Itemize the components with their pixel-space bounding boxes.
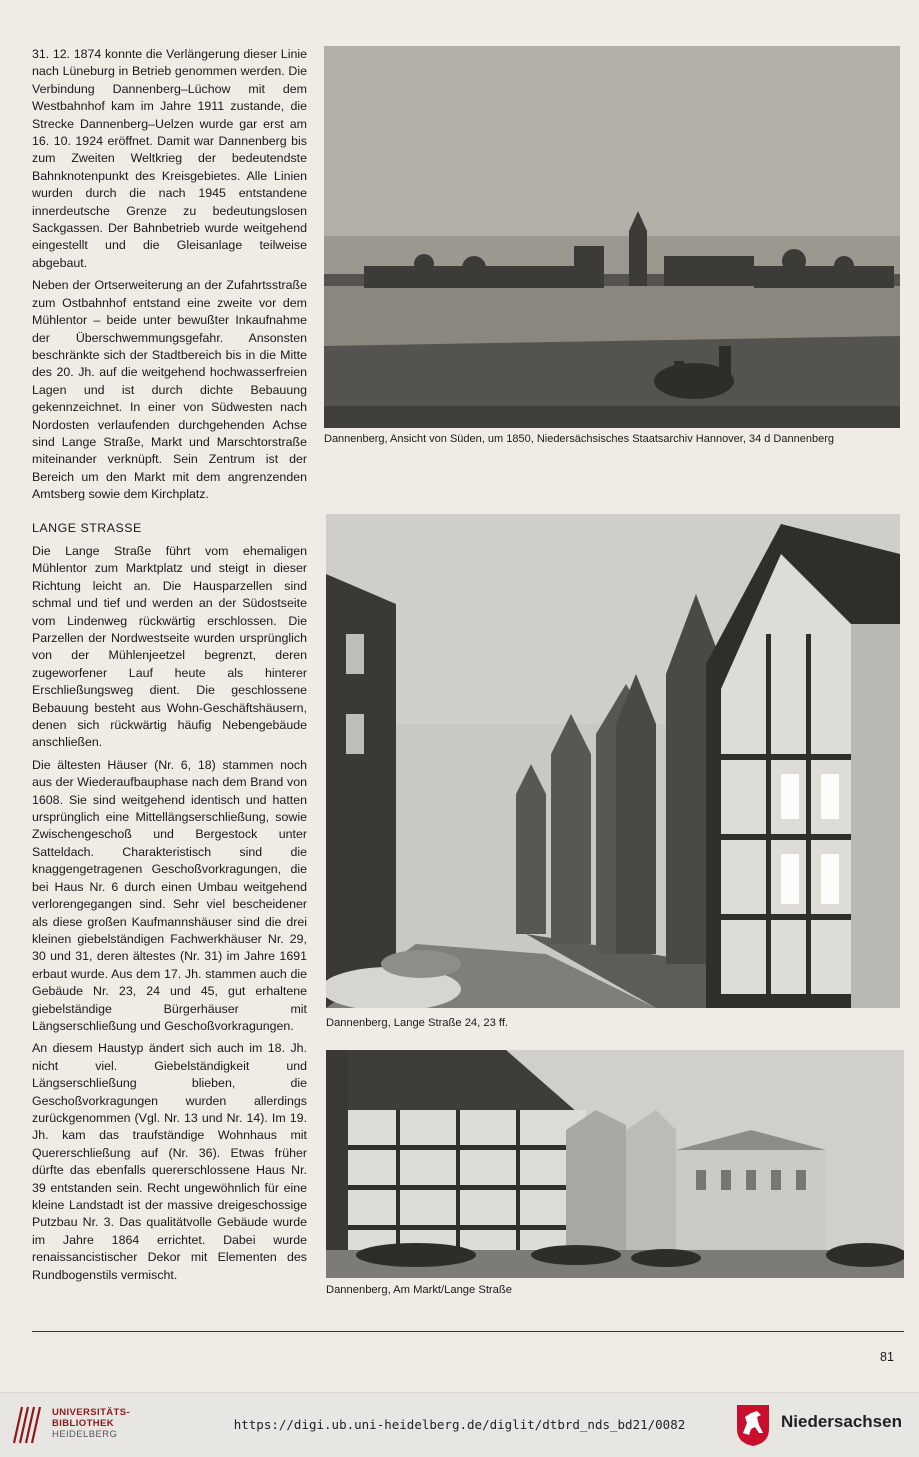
library-name-line: BIBLIOTHEK [52, 1418, 115, 1429]
partner-name[interactable]: Niedersachsen [781, 1412, 902, 1431]
library-name-line: UNIVERSITÄTS- [52, 1407, 131, 1418]
figure-caption: Dannenberg, Am Markt/Lange Straße [326, 1284, 512, 1296]
footer-rule [32, 1331, 904, 1332]
page-number: 81 [880, 1350, 894, 1364]
paragraph: 31. 12. 1874 konnte die Verlängerung dieser Linie nach Lüneburg in Betrieb genommen werden. Die Verbindung Dannenberg–Lüchow mit dem Westbahnhof kam im Jahre 1911 zustande, die Strecke Dannenberg–Uelzen wurde gar erst am 16. 10. 1924 eröffnet. Damit war Dannenberg bis zum Zweiten Weltkrieg der bedeutendste Bahnknotenpunkt des Kreisgebietes. Alle Linien wurden durch die nach 1945 entstandene innerdeutsche Grenze zu bedeutungslosen Sackgassen. Der Bahnbetrieb wurde weitgehend eingestellt und die Gleisanlage teilweise abgebaut. [32, 47, 307, 270]
niedersachsen-horse-icon[interactable] [735, 1403, 771, 1447]
figure-caption: Dannenberg, Ansicht von Süden, um 1850, Niedersächsisches Staatsarchiv Hannover, 34 d Dannenberg [324, 433, 834, 445]
left-text-column [32, 46, 307, 1289]
paragraph: Die Lange Straße führt vom ehemaligen Mühlentor zum Marktplatz und steigt in dieser Richtung leicht an. Die Hausparzellen sind schmal und tief und werden an der Südostseite vom Lindenweg rückwärtig erschlossen. Die Parzellen der Nordwestseite wurden ursprünglich von der Mühlenjeetzel begrenzt, deren zugeworfener Lauf heute als hinterer Erschließungsweg dient. Die geschlossene Bebauung besteht aus Wohn-Geschäftshäusern, denen sich rückwärtig häufig Nebengebäude anschließen. [32, 543, 307, 750]
viewer-footer [0, 1392, 919, 1457]
street-photo [326, 514, 900, 1008]
paragraph: Die ältesten Häuser (Nr. 6, 18) stammen noch aus der Wiederaufbauphase nach dem Brand von 1608. Sie sind weitgehend identisch und hatten ursprünglich eine Mittellängserschließung, sowie Zwischengeschoß und Bergestock unter Satteldach. Charakteristisch sind die knaggengetragenen Geschoßvorkragungen, die bei Haus Nr. 6 durch einen Umbau weitgehend verlorengegangen sind. Sehr viel bescheidener als diese großen Kaufmannshäuser sind die drei kleinen giebelständigen Fachwerkhäuser Nr. 29, 30 und 31, deren ältestes (Nr. 31) im Jahre 1691 erbaut wurde. Aus dem 17. Jh. stammen auch die Gebäude Nr. 23, 24 und 45, gut erhaltene giebelständige Bürgerhäuser mit Längserschließung und Geschoßvorkragungen. [32, 757, 307, 1033]
engraving-photo [324, 46, 900, 428]
section-heading: LANGE STRASSE [32, 520, 142, 535]
figure-caption: Dannenberg, Lange Straße 24, 23 ff. [326, 1017, 509, 1029]
paragraph: An diesem Haustyp ändert sich auch im 18. Jh. nicht viel. Giebelständigkeit und Längserschließung blieben, die Geschoßvorkragungen wurden allerdings zurückgenommen (Vgl. Nr. 13 und Nr. 14). Im 19. Jh. kam das traufständige Wohnhaus mit Quererschließung auf (Nr. 36). Etwas früher dürfte das ebenfalls quererschlossene Haus Nr. 39 entstanden sein. Recht ungewöhnlich für eine kleine Landstadt ist der massive dreigeschossige Putzbau Nr. 3. Das qualitätvolle Gebäude wurde im Jahre 1864 errichtet. Dabei wurde renaissancistischer Dekor mit Elementen des Rundbogenstils vermischt. [32, 1041, 307, 1282]
document-url-link[interactable]: https://digi.ub.uni-heidelberg.de/diglit/dtbrd_nds_bd21/0082 [233, 1417, 686, 1432]
paragraph: Neben der Ortserweiterung an der Zufahrtsstraße zum Ostbahnhof entstand eine zweite vor dem Mühlentor – beide unter bewußter Inkaufnahme der Überschwemmungsgefahr. Ansonsten beschränkte sich der Stadtbereich bis in die Mitte des 20. Jh. auf die weitgehend hochwasserfreien Lagen und ist durch dichte Bebauung gekennzeichnet. In einer von Südwesten nach Nordosten verlaufenden durchgehenden Achse sind Lange Straße, Markt und Marschtorstraße miteinander verknüpft. Sein Zentrum ist der Bereich um den Markt mit dem angrenzenden Amtsberg sowie dem Kirchplatz. [32, 278, 307, 502]
library-name-line: HEIDELBERG [52, 1429, 118, 1440]
market-photo [326, 1050, 904, 1278]
